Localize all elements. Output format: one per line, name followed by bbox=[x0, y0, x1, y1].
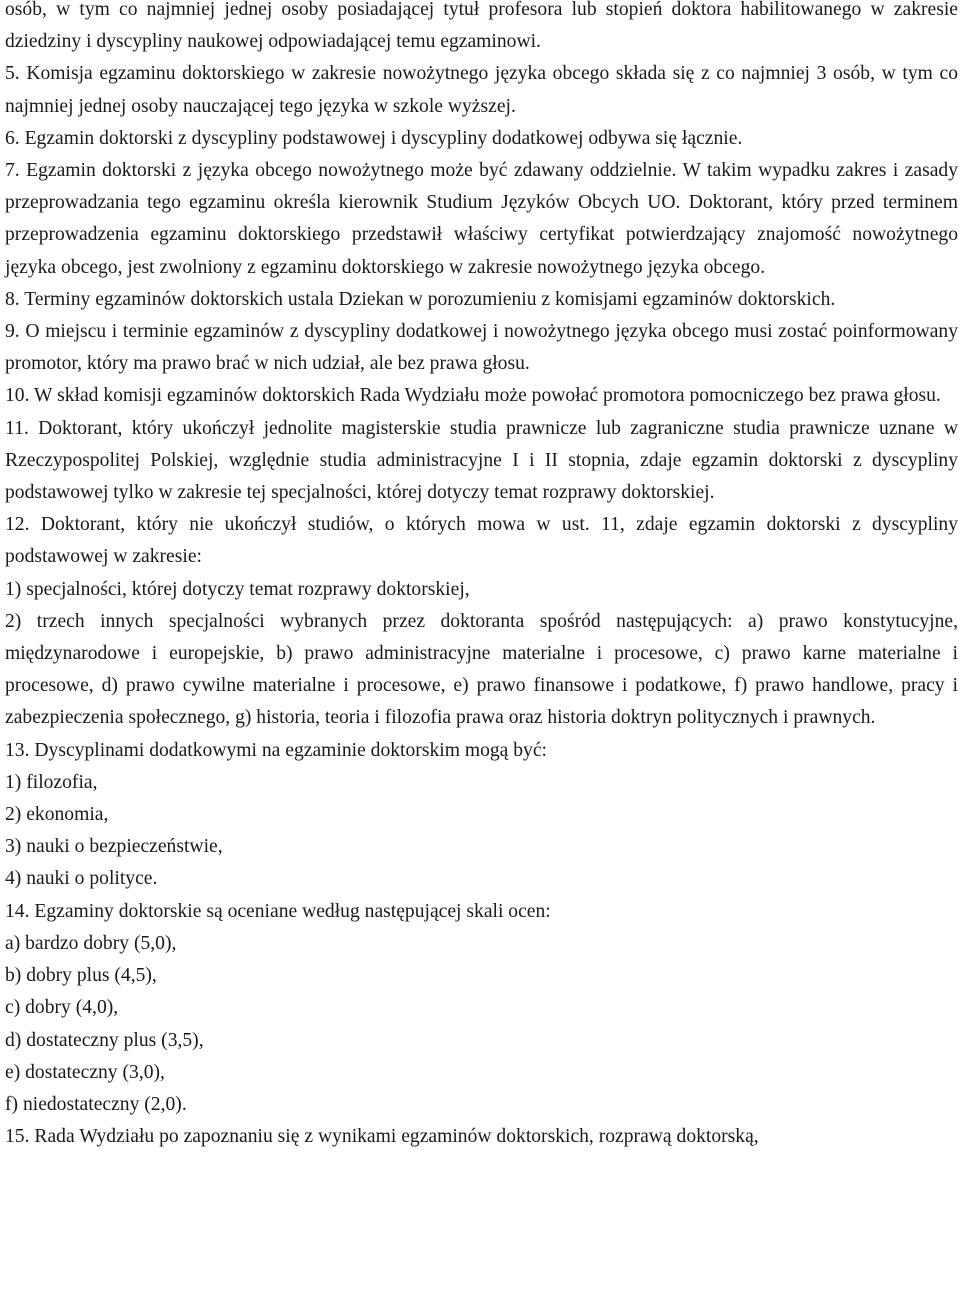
paragraph-10: 10. W skład komisji egzaminów doktorskich Rada Wydziału może powołać promotora pomocniczego bez prawa głosu. bbox=[5, 385, 941, 407]
paragraph-12: 12. Doktorant, który nie ukończył studiów, o których mowa w ust. 11, zdaje egzamin doktorski z dyscypliny podstawowej w zakresie: bbox=[5, 514, 958, 568]
paragraph-11: 11. Doktorant, który ukończył jednolite magisterskie studia prawnicze lub zagraniczne studia prawnicze uznane w Rzeczypospolitej Polskiej, względnie studia administracyjne I i II stopnia, zdaje egzamin doktorski z dyscypliny podstawowej tylko w zakresie tej specjalności, której dotyczy temat rozprawy doktorskiej. bbox=[5, 417, 958, 504]
grade-item-a: a) bardzo dobry (5,0), bbox=[5, 932, 177, 954]
grade-item-d: d) dostateczny plus (3,5), bbox=[5, 1029, 204, 1051]
grade-item-c: c) dobry (4,0), bbox=[5, 997, 119, 1019]
paragraph-13-item-2: 2) ekonomia, bbox=[5, 804, 109, 826]
paragraph-13-item-1: 1) filozofia, bbox=[5, 771, 98, 793]
paragraph-14: 14. Egzaminy doktorskie są oceniane według następującej skali ocen: bbox=[5, 900, 551, 922]
document-page bbox=[5, 0, 958, 1153]
paragraph-13: 13. Dyscyplinami dodatkowymi na egzaminie doktorskim mogą być: bbox=[5, 739, 547, 761]
grade-item-b: b) dobry plus (4,5), bbox=[5, 965, 157, 987]
grade-item-f: f) niedostateczny (2,0). bbox=[5, 1093, 187, 1115]
paragraph-committee-continued: osób, w tym co najmniej jednej osoby posiadającej tytuł profesora lub stopień doktora habilitowanego w zakresie dziedziny i dyscypliny naukowej odpowiadającej temu egzaminowi. bbox=[5, 0, 958, 53]
paragraph-12-item-2: 2) trzech innych specjalności wybranych przez doktoranta spośród następujących: a) prawo konstytucyjne, międzynarodowe i europejskie, b) prawo administracyjne materialne i procesowe, c) prawo karne materialne i procesowe, d) prawo cywilne materialne i procesowe, e) prawo finansowe i podatkowe, f) prawo handlowe, pracy i zabezpieczenia społecznego, g) historia, teoria i filozofia prawa oraz historia doktryn politycznych i prawnych. bbox=[5, 610, 958, 729]
paragraph-12-item-1: 1) specjalności, której dotyczy temat rozprawy doktorskiej, bbox=[5, 578, 470, 600]
paragraph-6: 6. Egzamin doktorski z dyscypliny podstawowej i dyscypliny dodatkowej odbywa się łącznie. bbox=[5, 127, 743, 149]
paragraph-15: 15. Rada Wydziału po zapoznaniu się z wynikami egzaminów doktorskich, rozprawą doktorską, bbox=[5, 1126, 759, 1148]
paragraph-7: 7. Egzamin doktorski z języka obcego nowożytnego może być zdawany oddzielnie. W takim wypadku zakres i zasady przeprowadzania tego egzaminu określa kierownik Studium Języków Obcych UO. Doktorant, który przed terminem przeprowadzenia egzaminu doktorskiego przedstawił właściwy certyfikat potwierdzający znajomość nowożytnego języka obcego, jest zwolniony z egzaminu doktorskiego w zakresie nowożytnego języka obcego. bbox=[5, 160, 958, 278]
grade-item-e: e) dostateczny (3,0), bbox=[5, 1061, 165, 1083]
paragraph-9: 9. O miejscu i terminie egzaminów z dyscypliny dodatkowej i nowożytnego języka obcego musi zostać poinformowany promotor, który ma prawo brać w nich udział, ale bez prawa głosu. bbox=[5, 321, 958, 375]
paragraph-13-item-4: 4) nauki o polityce. bbox=[5, 868, 158, 890]
paragraph-13-item-3: 3) nauki o bezpieczeństwie, bbox=[5, 836, 223, 858]
paragraph-5: 5. Komisja egzaminu doktorskiego w zakresie nowożytnego języka obcego składa się z co najmniej 3 osób, w tym co najmniej jednej osoby nauczającej tego języka w szkole wyższej. bbox=[5, 63, 958, 117]
paragraph-8: 8. Terminy egzaminów doktorskich ustala Dziekan w porozumieniu z komisjami egzaminów doktorskich. bbox=[5, 288, 836, 310]
